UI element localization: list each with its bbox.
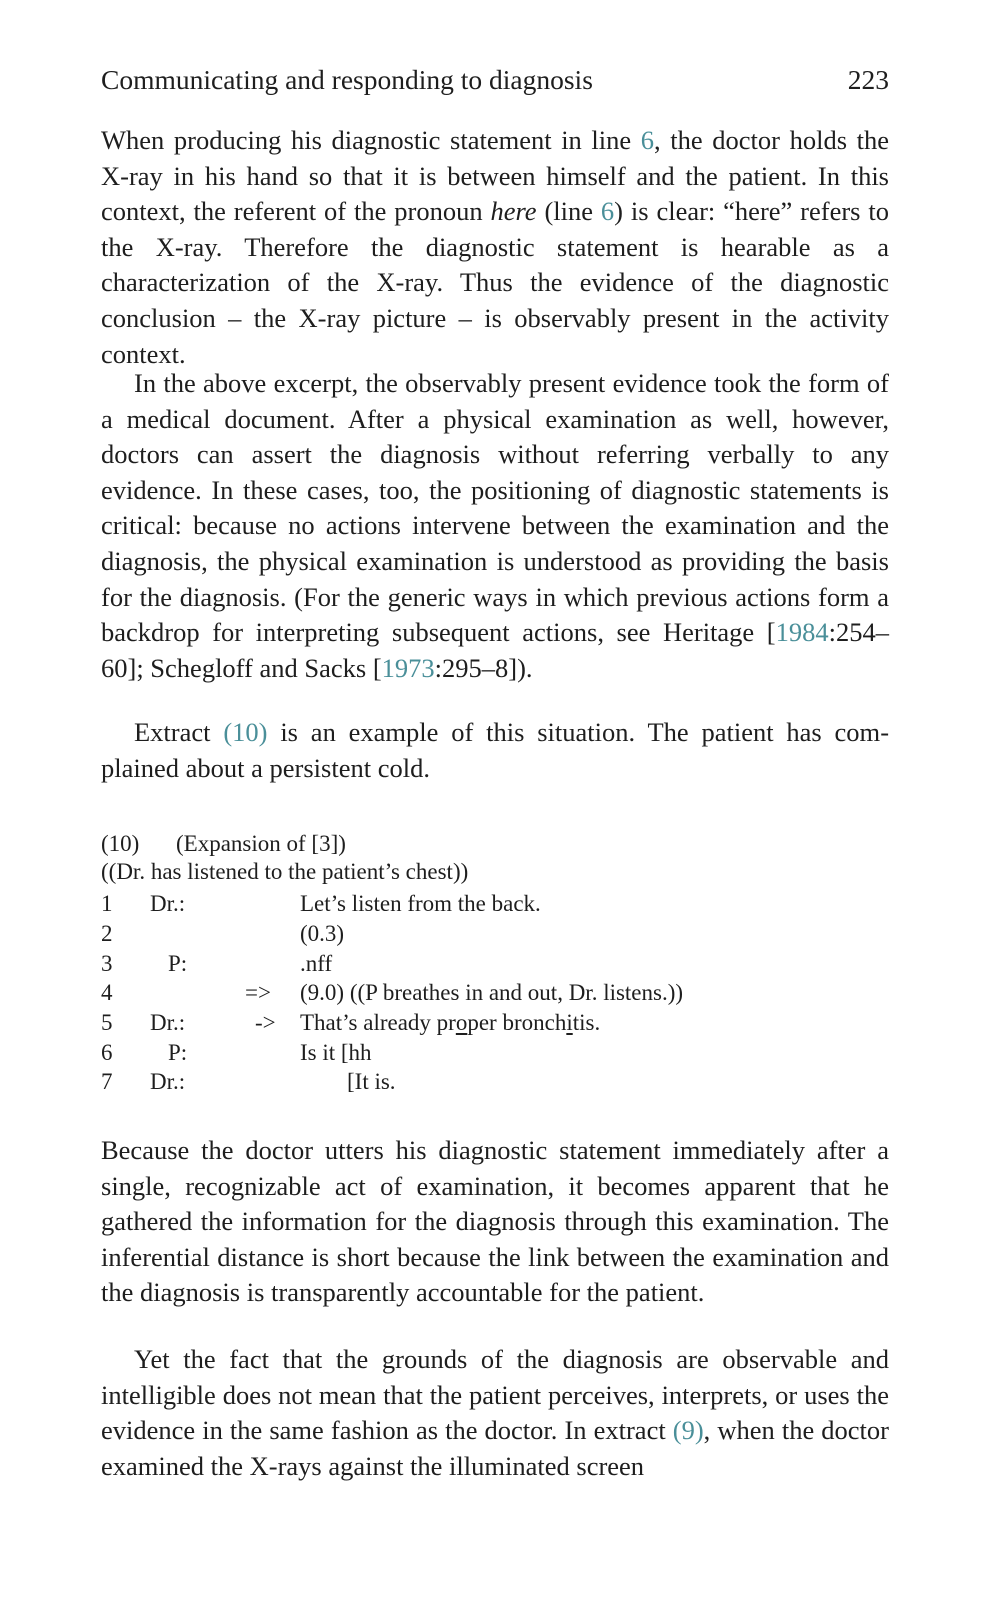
transcript-line <box>101 980 889 1010</box>
speaker: P: <box>168 951 188 976</box>
utterance-part: per bronch <box>467 1010 567 1035</box>
paragraph-4 <box>101 1133 889 1311</box>
transcript-line <box>101 891 889 921</box>
text: , the doctor holds the X-ray in his hand so that it is between himself and the patient. In this context, the referent of the pronoun <box>101 125 889 227</box>
line-number: 6 <box>101 1040 113 1065</box>
extract-title: (Expansion of [3]) <box>176 831 346 856</box>
utterance: (0.3) <box>300 921 345 946</box>
utterance: Let’s listen from the back. <box>300 891 541 916</box>
text: Extract <box>134 717 224 747</box>
page-number: 223 <box>847 64 889 95</box>
text: ) is clear: “here” refers to the X-ray. Therefore the diagnostic statement is hearable as a characterization of the X-ray. Thus the evidence of the diagnostic conclusion – the X-ray picture – is observably present in the activity context. <box>101 196 889 369</box>
line-number: 4 <box>101 980 113 1005</box>
extract-heading <box>101 829 346 858</box>
text: In the above excerpt, the observably present evidence took the form of a medical document. After a physical examination as well, however, doctors can assert the diagnosis without referring verbally to any evidence. In these cases, too, the positioning of diagnostic statements is critical: because no actions intervene between the examination and the diagnosis, the physical examination is understood as providing the basis for the diagnosis. (For the generic ways in which previous actions form a backdrop for interpreting subsequent actions, see Heritage [ <box>101 368 889 648</box>
transcript-line <box>101 951 889 981</box>
text: When producing his diagnostic statement in line <box>101 125 641 155</box>
text: :295–8]). <box>434 652 533 683</box>
utterance: Is it [hh <box>300 1040 372 1065</box>
transcript-line <box>101 1010 889 1040</box>
text: is an example of this situation. The patient has complained about a persistent cold. <box>101 717 890 783</box>
paragraph-2 <box>101 366 889 686</box>
utterance: [It is. <box>347 1069 396 1094</box>
speaker: P: <box>168 1040 188 1065</box>
transcript-line <box>101 1040 889 1070</box>
transcript-line <box>101 921 889 951</box>
line-number: 5 <box>101 1010 113 1035</box>
speaker: Dr.: <box>150 1069 186 1094</box>
stressed-syllable: o <box>455 1010 468 1035</box>
paragraph-3 <box>101 715 889 786</box>
line-number: 1 <box>101 891 113 916</box>
running-title: Communicating and responding to diagnosis <box>101 64 593 95</box>
speaker: Dr.: <box>150 1010 186 1035</box>
text: , when the doctor examined the X-rays against the illuminated screen <box>101 1415 889 1481</box>
line-reference-link[interactable]: 6 <box>640 125 655 155</box>
extract-note: ((Dr. has listened to the patient’s chest)) <box>101 859 469 884</box>
paragraph-5 <box>101 1342 889 1484</box>
utterance <box>300 1010 600 1036</box>
double-arrow-marker: => <box>245 980 271 1005</box>
transcript-line <box>101 1069 889 1099</box>
emphasis: here <box>490 196 537 227</box>
text: :254–60]; Schegloff and Sacks [ <box>101 617 889 683</box>
line-number: 3 <box>101 951 113 976</box>
utterance: .nff <box>300 951 333 976</box>
utterance-part: tis. <box>572 1010 601 1035</box>
citation-link-heritage[interactable]: 1984 <box>775 617 829 648</box>
extract-reference-link[interactable]: (10) <box>223 717 268 747</box>
text: Yet the fact that the grounds of the diagnosis are observable and intelligible does not mean that the patient perceives, interprets, or uses the evidence in the same fashion as the doctor. In extract <box>101 1344 889 1446</box>
utterance: (9.0) ((P breathes in and out, Dr. listens.)) <box>300 980 684 1005</box>
citation-link-schegloff-sacks[interactable]: 1973 <box>381 652 435 683</box>
text: Because the doctor utters his diagnostic statement immediately after a single, recognizable act of examination, it becomes apparent that he gathered the information for the diagnosis through this examination. The inferential distance is short because the link between the examination and the diagnosis is transparently accountable for the patient. <box>101 1135 889 1308</box>
line-number: 2 <box>101 921 113 946</box>
single-arrow-marker: -> <box>255 1010 276 1035</box>
line-reference-link[interactable]: 6 <box>600 196 615 227</box>
extract-number: (10) <box>101 831 140 856</box>
speaker: Dr.: <box>150 891 186 916</box>
stressed-syllable: i <box>566 1010 573 1035</box>
line-number: 7 <box>101 1069 113 1094</box>
text: (line <box>536 196 601 227</box>
paragraph-1 <box>101 123 889 372</box>
extract-reference-link[interactable]: (9) <box>672 1415 704 1446</box>
utterance-part: That’s already pr <box>300 1010 456 1035</box>
running-header <box>101 64 889 96</box>
